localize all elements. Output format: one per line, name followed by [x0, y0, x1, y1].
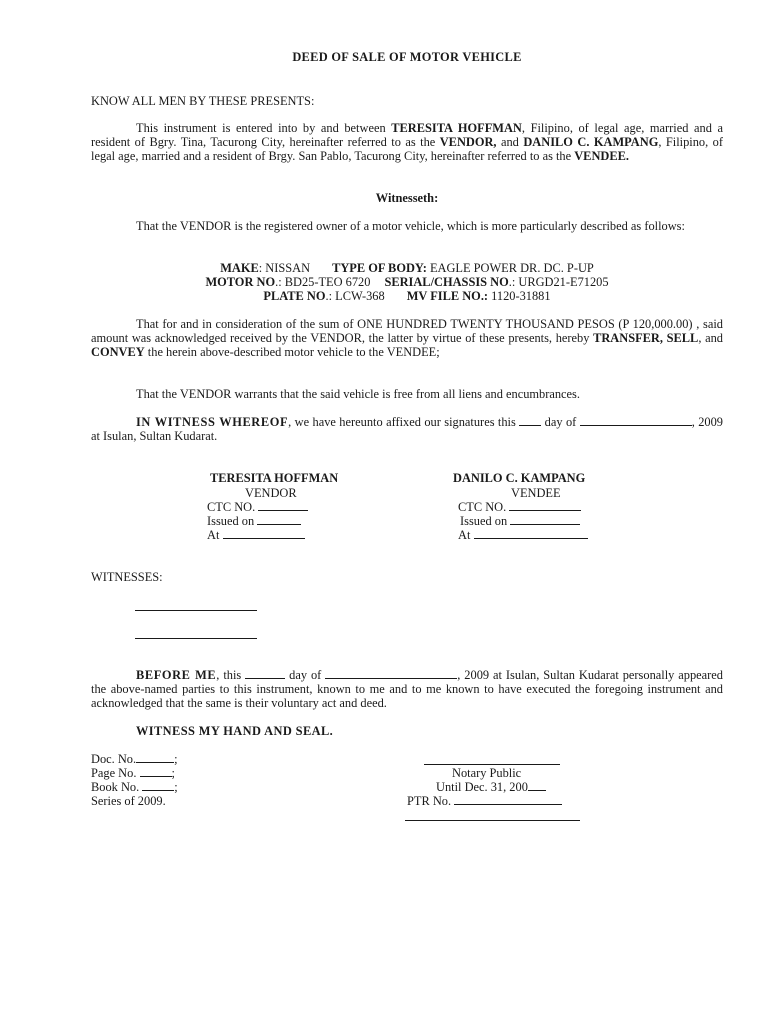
- vendee-name: DANILO C. KAMPANG: [523, 135, 659, 149]
- motor-no-value: .: BD25-TEO 6720: [275, 275, 371, 289]
- mv-file-value: 1120-31881: [488, 289, 551, 303]
- page-no-blank: [140, 766, 172, 777]
- vendee-signatory-name: DANILO C. KAMPANG: [453, 471, 586, 485]
- vendor-label: VENDOR,: [439, 135, 497, 149]
- intro-text: This instrument is entered into by and between: [136, 121, 392, 135]
- ptr-no: [407, 794, 562, 809]
- month-blank: [580, 415, 692, 426]
- salutation: KNOW ALL MEN BY THESE PRESENTS:: [91, 94, 315, 108]
- vendee-ctc-label: CTC NO.: [458, 500, 510, 514]
- serial-chassis-label: SERIAL/CHASSIS NO: [384, 275, 509, 289]
- before-me-bold: BEFORE ME: [136, 668, 217, 682]
- witness-signature-line: [135, 610, 257, 611]
- vendor-ctc: [207, 500, 308, 515]
- doc-no: [91, 752, 178, 767]
- witness-whereof-bold: IN WITNESS WHEREOF: [136, 415, 289, 429]
- vendor-issued-blank: [257, 514, 301, 525]
- before-me-month-blank: [325, 668, 457, 679]
- warranty-paragraph: That the VENDOR warrants that the said vehicle is free from all liens and encumbrances.: [136, 387, 580, 401]
- page-no: [91, 766, 175, 781]
- vendor-ctc-blank: [258, 500, 308, 511]
- witness-whereof-paragraph: [91, 415, 723, 443]
- body-type-label: TYPE OF BODY:: [332, 261, 427, 275]
- transfer-sell-text: TRANSFER, SELL: [593, 331, 699, 345]
- motor-no-label: MOTOR NO: [205, 275, 276, 289]
- vendee-at-blank: [474, 528, 588, 539]
- make-value: : NISSAN: [258, 261, 311, 275]
- witness-whereof-text: , we have hereunto affixed our signatures this: [288, 415, 520, 429]
- ptr-no-blank: [454, 794, 562, 805]
- mv-file-label: MV FILE NO.:: [406, 289, 489, 303]
- witness-whereof-text: day of: [541, 415, 580, 429]
- vehicle-line-1: [91, 261, 723, 275]
- ptr-no-label: PTR No.: [407, 794, 455, 808]
- vendor-at-blank: [223, 528, 305, 539]
- day-blank: [519, 415, 541, 426]
- witnesses-label: WITNESSES:: [91, 570, 163, 584]
- series: Series of 2009.: [91, 794, 166, 808]
- vendor-issued: [207, 514, 301, 529]
- notary-until: [436, 780, 546, 795]
- owner-paragraph: That the VENDOR is the registered owner of a motor vehicle, which is more particularly described as follows:: [136, 219, 685, 233]
- page-no-label: Page No.: [91, 766, 140, 780]
- consideration-text: the herein above-described motor vehicle to the VENDEE;: [144, 345, 440, 359]
- vendee-issued-blank: [510, 514, 580, 525]
- vendor-signatory-name: TERESITA HOFFMAN: [210, 471, 339, 485]
- vendor-at: [207, 528, 305, 543]
- intro-paragraph: [91, 121, 723, 163]
- body-type-value: EAGLE POWER DR. DC. P-UP: [426, 261, 594, 275]
- document-title: DEED OF SALE OF MOTOR VEHICLE: [292, 50, 522, 64]
- convey-text: CONVEY: [91, 345, 145, 359]
- plate-no-label: PLATE NO: [263, 289, 326, 303]
- vendee-label: VENDEE.: [574, 149, 629, 163]
- vendor-ctc-label: CTC NO.: [207, 500, 259, 514]
- intro-text: , Filipino, of legal age, married and a resident of Brgy. San Pablo, Tacurong City, hereinafter referred to as the: [91, 135, 723, 163]
- before-me-text: day of: [285, 668, 326, 682]
- notary-until-blank: [528, 780, 546, 791]
- witnesseth-heading: Witnesseth:: [375, 191, 439, 205]
- vendee-issued: [460, 514, 580, 529]
- before-me-text: , 2009 at Isulan, Sultan Kudarat personally appeared the above-named parties to this instrument, known to me and to me known to have executed the foregoing instrument and acknowledged that the same is their voluntary act and deed.: [91, 668, 724, 710]
- vehicle-line-3: [91, 289, 723, 303]
- vendee-signatory-role: VENDEE: [511, 486, 561, 500]
- doc-no-blank: [136, 752, 174, 763]
- semicolon: ;: [174, 752, 178, 766]
- vendor-name: TERESITA HOFFMAN: [391, 121, 522, 135]
- make-label: MAKE: [220, 261, 259, 275]
- serial-chassis-value: .: URGD21-E71205: [508, 275, 609, 289]
- notary-extra-line: [405, 820, 580, 821]
- intro-text: and: [496, 135, 524, 149]
- before-me-text: , this: [216, 668, 246, 682]
- before-me-paragraph: [91, 668, 723, 710]
- book-no-blank: [142, 780, 174, 791]
- vendor-issued-label: Issued on: [207, 514, 258, 528]
- book-no-label: Book No.: [91, 780, 143, 794]
- vendor-at-label: At: [207, 528, 223, 542]
- notary-until-label: Until Dec. 31, 200: [436, 780, 528, 794]
- semicolon: ;: [171, 766, 175, 780]
- witness-hand-seal: WITNESS MY HAND AND SEAL.: [136, 724, 334, 738]
- consideration-paragraph: [91, 317, 723, 359]
- plate-no-value: .: LCW-368: [325, 289, 385, 303]
- witness-whereof-text: , 2009 at Isulan, Sultan Kudarat.: [91, 415, 723, 443]
- vendee-ctc: [458, 500, 581, 515]
- notary-public-title: Notary Public: [452, 766, 522, 780]
- before-me-day-blank: [245, 668, 285, 679]
- vehicle-line-2: [91, 275, 723, 289]
- doc-no-label: Doc. No.: [91, 752, 137, 766]
- consideration-text: That for and in consideration of the sum of ONE HUNDRED TWENTY THOUSAND PESOS (P 120,000.00) , said amount was acknowledged received by the VENDOR, the latter by virtue of these presents, hereby: [91, 317, 723, 345]
- vendor-signatory-role: VENDOR: [245, 486, 297, 500]
- consideration-text: , and: [698, 331, 723, 345]
- vendee-at: [458, 528, 588, 543]
- notary-signature-line: [424, 764, 560, 765]
- semicolon: ;: [174, 780, 178, 794]
- witness-signature-line: [135, 638, 257, 639]
- intro-text: , Filipino, of legal age, married and a resident of Bgry. Tina, Tacurong City, hereinafter referred to as the: [91, 121, 723, 149]
- book-no: [91, 780, 178, 795]
- vendee-issued-label: Issued on: [460, 514, 511, 528]
- vendee-ctc-blank: [509, 500, 581, 511]
- vendee-at-label: At: [458, 528, 474, 542]
